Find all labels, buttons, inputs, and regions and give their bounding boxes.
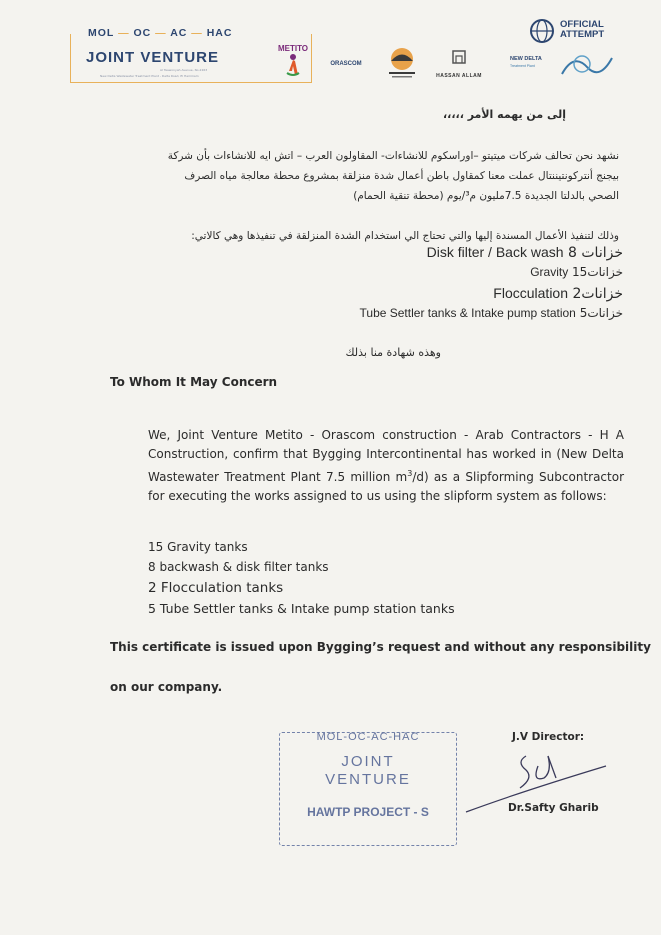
arabic-paragraph-line: نشهد نحن تحالف شركات ميتيتو –اوراسكوم للانشاءات- المقاولون العرب – اتش ايه للانشاءات بأن شركة <box>167 150 619 162</box>
arab-contractors-logo <box>382 46 422 85</box>
english-list <box>148 540 455 622</box>
arabic-paragraph-line: بيجنج أنتركونتيننتال عملت معنا كمقاول باطن أعمال شدة منزلقة بمشروع محطة معالجة مياه الصرف <box>184 170 619 182</box>
list-item: 8 backwash & disk filter tanks <box>148 560 329 574</box>
official-attempt-logo <box>520 18 630 44</box>
new-delta-wave-icon <box>560 50 614 80</box>
new-delta-logo: NEW DELTA Treatment Plant <box>508 42 618 82</box>
arabic-list-item: Disk filter / Back wash خزانات 8 <box>426 244 623 261</box>
arabic-paragraph-line: الصحي بالدلتا الجديدة 7.5مليون م³/يوم (محطة تنقية الحمام) <box>353 190 619 202</box>
english-heading: To Whom It May Concern <box>110 375 278 389</box>
orascom-logo: ORASCOM <box>330 61 362 67</box>
metito-figure-icon <box>283 53 303 77</box>
certificate-statement-end: on our company. <box>110 680 223 694</box>
arabic-list-item: Tube Settler tanks & Intake pump station خزانات5 <box>359 306 623 320</box>
list-item: 2 Flocculation tanks <box>148 580 284 596</box>
signatory-name: Dr.Safty Gharib <box>508 802 599 814</box>
english-body: We, Joint Venture Metito - Orascom construction - Arab Contractors - H A Construction, confirm that Bygging Intercontinental has worked in (New Delta Wastewater Treatment Plant 7.5 million $m^3/d$) as a Slipforming Subcontractor for executing the works assigned to us using the slipform system as follows: <box>148 428 625 503</box>
list-item: 5 Tube Settler tanks & Intake pump station tanks <box>148 601 455 616</box>
metito-logo: METITO <box>273 44 313 82</box>
arabic-intro: وذلك لتنفيذ الأعمال المسندة إليها والتي تحتاج الي استخدام الشدة المنزلقة في تنفيذها وهي كالاتي: <box>191 230 619 242</box>
guinness-globe-icon <box>528 18 556 44</box>
hassan-allam-mark-icon <box>444 48 474 68</box>
certificate-statement: This certificate is issued upon Bygging’s request and without any responsibility <box>110 640 651 654</box>
letterhead-project-address: New Delta Wastewater Treatment Plant - Delta Road, El Hammam <box>100 74 199 78</box>
arabic-closing: وهذه شهادة منا بذلك <box>345 346 441 359</box>
letterhead-title: JOINT VENTURE <box>86 49 220 66</box>
signature-title: J.V Director: <box>512 731 585 743</box>
list-item: 15 Gravity tanks <box>148 540 248 554</box>
jv-stamp: MOL-OC-AC-HAC JOINT VENTURE HAWTP PROJECT - S <box>279 732 457 846</box>
letterhead <box>70 18 630 84</box>
hassan-allam-logo: HASSAN ALLAM <box>431 48 487 79</box>
arabic-list-item: Gravity خزانات15 <box>530 265 623 279</box>
official-attempt-text: OFFICIAL ATTEMPT <box>560 19 605 40</box>
letterhead-codes: MOL — OC — AC — HAC <box>84 27 236 39</box>
arab-contractors-emblem-icon <box>383 46 421 80</box>
arabic-salutation: إلى من يهمه الأمر ،،،،، <box>442 108 566 121</box>
letterhead-address: Al Taawonyah Avenue, No.2263 <box>160 68 208 72</box>
arabic-list-item: Flocculation خزانات2 <box>493 285 623 302</box>
